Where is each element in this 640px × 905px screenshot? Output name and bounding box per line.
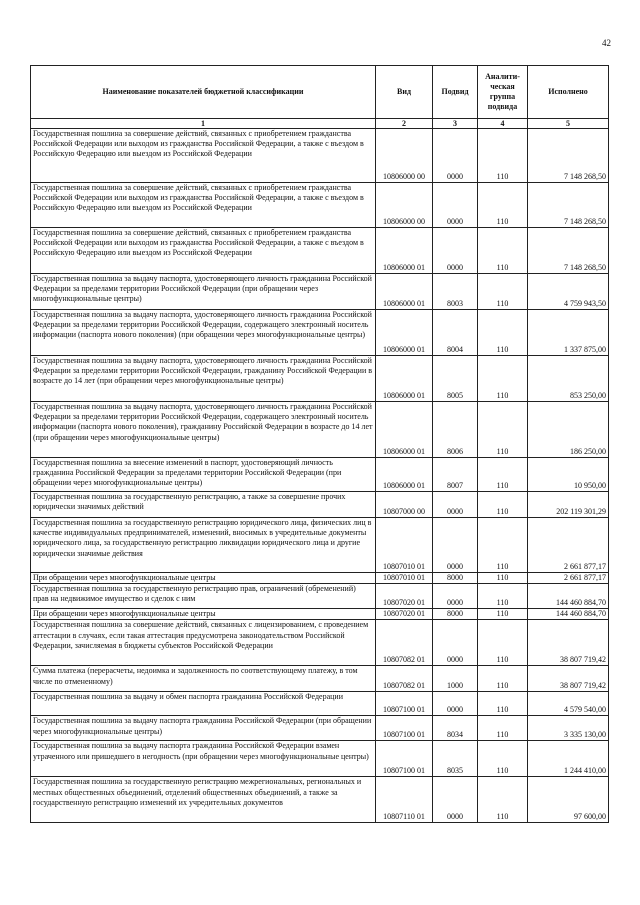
row-name: Государственная пошлина за выдачу и обмен паспорта гражданина Российской Федерации — [31, 692, 376, 716]
row-vid: 10807020 01 — [376, 584, 433, 609]
table-row — [31, 777, 609, 823]
table-header-row — [31, 66, 609, 119]
header-analytic-group: Аналити-ческая группа подвида — [478, 66, 528, 119]
row-group: 110 — [478, 741, 528, 777]
row-group: 110 — [478, 310, 528, 356]
column-number: 1 — [31, 119, 376, 129]
row-amount: 1 244 410,00 — [528, 741, 609, 777]
row-name: При обращении через многофункциональные центры — [31, 609, 376, 620]
row-amount: 7 148 268,50 — [528, 228, 609, 274]
row-vid: 10807000 00 — [376, 492, 433, 518]
table-row — [31, 274, 609, 310]
table-row — [31, 716, 609, 741]
row-vid: 10806000 01 — [376, 402, 433, 458]
row-amount: 38 807 719,42 — [528, 620, 609, 666]
row-amount: 38 807 719,42 — [528, 666, 609, 692]
row-name: При обращении через многофункциональные центры — [31, 573, 376, 584]
row-amount: 3 335 130,00 — [528, 716, 609, 741]
row-podvid: 8000 — [433, 573, 478, 584]
row-podvid: 8035 — [433, 741, 478, 777]
row-name: Государственная пошлина за государственную регистрацию межрегиональных, региональных и местных общественных объединений, отделений общественных объединений, а также за государственную регистрацию изменений их учредительных документов — [31, 777, 376, 823]
row-name: Государственная пошлина за выдачу паспорта гражданина Российской Федерации взамен утраченного или пришедшего в негодность (при обращении через многофункциональные центры) — [31, 741, 376, 777]
table-row — [31, 129, 609, 183]
row-podvid: 0000 — [433, 620, 478, 666]
table-row — [31, 458, 609, 492]
row-podvid: 8000 — [433, 609, 478, 620]
row-group: 110 — [478, 228, 528, 274]
row-group: 110 — [478, 620, 528, 666]
row-amount: 853 250,00 — [528, 356, 609, 402]
table-row — [31, 402, 609, 458]
row-group: 110 — [478, 402, 528, 458]
row-vid: 10806000 01 — [376, 310, 433, 356]
row-vid: 10807082 01 — [376, 620, 433, 666]
row-group: 110 — [478, 716, 528, 741]
row-vid: 10807082 01 — [376, 666, 433, 692]
row-name: Государственная пошлина за выдачу паспорта, удостоверяющего личность гражданина Российской Федерации за пределами территории Российской Федерации, гражданину Российской Федерации в возрасте до 14 лет (при обращении через многофункциональные центры) — [31, 356, 376, 402]
row-vid: 10806000 01 — [376, 356, 433, 402]
table-row — [31, 573, 609, 584]
column-number: 3 — [433, 119, 478, 129]
header-name: Наименование показателей бюджетной классификации — [31, 66, 376, 119]
row-podvid: 8003 — [433, 274, 478, 310]
row-name: Государственная пошлина за государственную регистрацию, а также за совершение прочих юридически значимых действий — [31, 492, 376, 518]
row-group: 110 — [478, 518, 528, 573]
row-group: 110 — [478, 274, 528, 310]
row-vid: 10806000 01 — [376, 458, 433, 492]
row-group: 110 — [478, 584, 528, 609]
row-podvid: 0000 — [433, 129, 478, 183]
table-row — [31, 666, 609, 692]
row-podvid: 0000 — [433, 492, 478, 518]
row-group: 110 — [478, 573, 528, 584]
row-podvid: 0000 — [433, 518, 478, 573]
row-podvid: 8007 — [433, 458, 478, 492]
row-name: Государственная пошлина за внесение изменений в паспорт, удостоверяющий личность гражданина Российской Федерации за пределами территории Российской Федерации (при обращении через многофункциональные центры) — [31, 458, 376, 492]
row-vid: 10806000 01 — [376, 274, 433, 310]
header-vid: Вид — [376, 66, 433, 119]
row-group: 110 — [478, 492, 528, 518]
row-vid: 10806000 01 — [376, 228, 433, 274]
row-podvid: 8034 — [433, 716, 478, 741]
row-amount: 7 148 268,50 — [528, 129, 609, 183]
table-row — [31, 183, 609, 228]
row-podvid: 0000 — [433, 228, 478, 274]
table-row — [31, 518, 609, 573]
budget-execution-table — [30, 65, 609, 823]
row-podvid: 8005 — [433, 356, 478, 402]
row-podvid: 0000 — [433, 584, 478, 609]
header-podvid: Подвид — [433, 66, 478, 119]
row-amount: 97 600,00 — [528, 777, 609, 823]
table-row — [31, 584, 609, 609]
row-amount: 1 337 875,00 — [528, 310, 609, 356]
table-row — [31, 492, 609, 518]
row-group: 110 — [478, 356, 528, 402]
row-vid: 10807010 01 — [376, 573, 433, 584]
row-name: Государственная пошлина за совершение действий, связанных с приобретением гражданства Российской Федерации или выходом из гражданства Российской Федерации, а также с въездом в Российскую Федерацию или выездом из Российской Федерации — [31, 228, 376, 274]
row-amount: 144 460 884,70 — [528, 609, 609, 620]
column-number: 5 — [528, 119, 609, 129]
row-podvid: 0000 — [433, 692, 478, 716]
row-podvid: 8006 — [433, 402, 478, 458]
column-number: 2 — [376, 119, 433, 129]
table-row — [31, 356, 609, 402]
column-number: 4 — [478, 119, 528, 129]
row-group: 110 — [478, 129, 528, 183]
row-group: 110 — [478, 692, 528, 716]
row-amount: 186 250,00 — [528, 402, 609, 458]
table-row — [31, 310, 609, 356]
table-body — [31, 129, 609, 823]
row-vid: 10807100 01 — [376, 741, 433, 777]
row-group: 110 — [478, 458, 528, 492]
row-group: 110 — [478, 609, 528, 620]
row-podvid: 0000 — [433, 183, 478, 228]
column-number-row — [31, 119, 609, 129]
row-podvid: 0000 — [433, 777, 478, 823]
row-amount: 2 661 877,17 — [528, 518, 609, 573]
row-name: Государственная пошлина за государственную регистрацию прав, ограничений (обременений) прав на недвижимое имущество и сделок с ним — [31, 584, 376, 609]
row-vid: 10806000 00 — [376, 129, 433, 183]
row-name: Государственная пошлина за совершение действий, связанных с приобретением гражданства Российской Федерации или выходом из гражданства Российской Федерации, а также с въездом в Российскую Федерацию или выездом из Российской Федерации — [31, 183, 376, 228]
row-vid: 10806000 00 — [376, 183, 433, 228]
row-name: Государственная пошлина за выдачу паспорта, удостоверяющего личность гражданина Российской Федерации за пределами территории Российской Федерации, содержащего электронный носитель информации (паспорта нового поколения) (при обращении через многофункциональные центры) — [31, 310, 376, 356]
row-name: Государственная пошлина за государственную регистрацию юридического лица, физических лиц в качестве индивидуальных предпринимателей, изменений, вносимых в учредительные документы юридического лица, за государственную регистрацию ликвидации юридического лица и другие юридически значимые действия — [31, 518, 376, 573]
row-amount: 2 661 877,17 — [528, 573, 609, 584]
row-name: Государственная пошлина за выдачу паспорта, удостоверяющего личность гражданина Российской Федерации за пределами территории Российской Федерации (при обращении через многофункциональные центры) — [31, 274, 376, 310]
row-vid: 10807110 01 — [376, 777, 433, 823]
row-name: Сумма платежа (перерасчеты, недоимка и задолженность по соответствующему платежу, в том числе по отмененному) — [31, 666, 376, 692]
table-row — [31, 228, 609, 274]
row-amount: 7 148 268,50 — [528, 183, 609, 228]
row-amount: 4 579 540,00 — [528, 692, 609, 716]
table-row — [31, 609, 609, 620]
row-name: Государственная пошлина за совершение действий, связанных с приобретением гражданства Российской Федерации или выходом из гражданства Российской Федерации, а также с въездом в Российскую Федерацию или выездом из Российской Федерации — [31, 129, 376, 183]
row-name: Государственная пошлина за совершение действий, связанных с лицензированием, с проведением аттестации в случаях, если такая аттестация предусмотрена законодательством Российской Федерации, зачисляемая в бюджеты субъектов Российской Федерации — [31, 620, 376, 666]
row-name: Государственная пошлина за выдачу паспорта гражданина Российской Федерации (при обращении через многофункциональные центры) — [31, 716, 376, 741]
row-vid: 10807010 01 — [376, 518, 433, 573]
row-vid: 10807020 01 — [376, 609, 433, 620]
row-group: 110 — [478, 777, 528, 823]
header-amount: Исполнено — [528, 66, 609, 119]
table-row — [31, 620, 609, 666]
row-amount: 4 759 943,50 — [528, 274, 609, 310]
row-amount: 10 950,00 — [528, 458, 609, 492]
row-amount: 144 460 884,70 — [528, 584, 609, 609]
row-vid: 10807100 01 — [376, 716, 433, 741]
page-number: 42 — [602, 38, 611, 48]
row-podvid: 1000 — [433, 666, 478, 692]
row-group: 110 — [478, 183, 528, 228]
row-name: Государственная пошлина за выдачу паспорта, удостоверяющего личность гражданина Российской Федерации за пределами территории Российской Федерации, содержащего электронный носитель информации (паспорта нового поколения), гражданину Российской Федерации в возрасте до 14 лет (при обращении через многофункциональные центры) — [31, 402, 376, 458]
row-group: 110 — [478, 666, 528, 692]
table-row — [31, 692, 609, 716]
row-podvid: 8004 — [433, 310, 478, 356]
row-vid: 10807100 01 — [376, 692, 433, 716]
table-row — [31, 741, 609, 777]
row-amount: 202 119 301,29 — [528, 492, 609, 518]
